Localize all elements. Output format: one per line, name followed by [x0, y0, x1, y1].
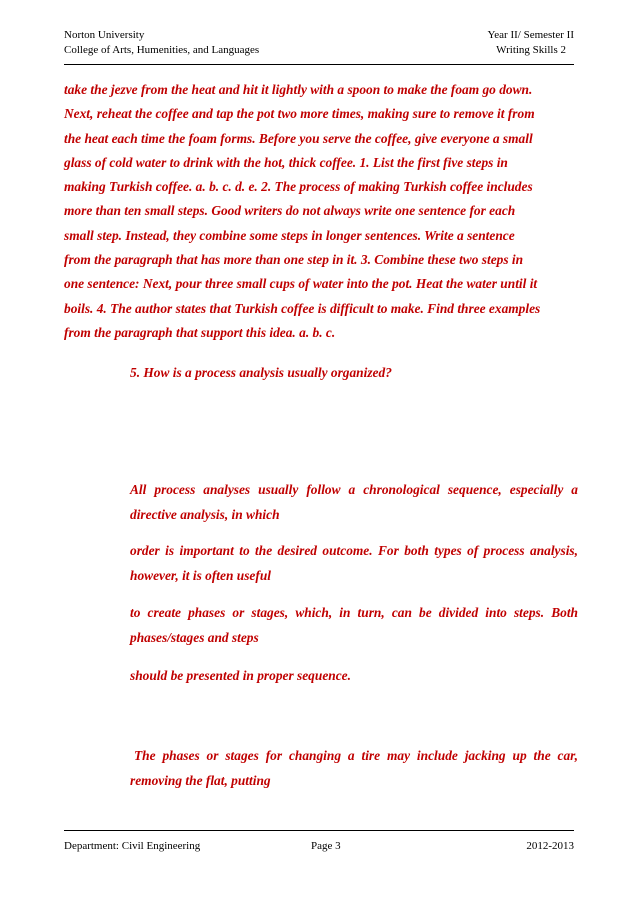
- answer-line: directive analysis, in which: [130, 507, 280, 522]
- answer-line: All process analyses usually follow a chronological sequence, especially a: [130, 482, 578, 497]
- answer-line: however, it is often useful: [130, 568, 271, 583]
- department-label: Department: Civil Engineering: [64, 840, 201, 852]
- course-name: Writing Skills 2: [496, 44, 566, 56]
- year-semester: Year II/ Semester II: [487, 29, 574, 41]
- page-header: [64, 28, 574, 65]
- academic-years: 2012-2013: [526, 840, 574, 852]
- answer-block: [130, 538, 578, 588]
- page-footer: [64, 830, 574, 853]
- university-name: Norton University: [64, 29, 145, 41]
- paragraph-line: small step. Instead, they combine some steps in longer sentences. Write a sentence: [64, 227, 515, 243]
- paragraph-line: Next, reheat the coffee and tap the pot two more times, making sure to remove it from: [64, 106, 535, 122]
- answer-line: to create phases or stages, which, in turn, can be divided into steps. Both: [130, 605, 578, 620]
- answer-line: should be presented in proper sequence.: [130, 668, 351, 683]
- page-number: Page 3: [311, 840, 341, 852]
- answer-line: phases/stages and steps: [130, 630, 259, 645]
- answer-line: order is important to the desired outcome. For both types of process analysis,: [130, 543, 578, 558]
- answer-line: The phases or stages for changing a tire may include jacking up the car,: [134, 748, 578, 763]
- question-5: 5. How is a process analysis usually organized?: [130, 365, 392, 380]
- paragraph-line: from the paragraph that has more than one step in it. 3. Combine these two steps in: [64, 252, 524, 268]
- answer-block: [130, 600, 578, 650]
- answer-line: removing the flat, putting: [130, 773, 271, 788]
- paragraph-line: making Turkish coffee. a. b. c. d. e. 2. The process of making Turkish coffee includes: [64, 179, 533, 195]
- header-right: [487, 28, 574, 58]
- body-paragraph: [64, 78, 578, 345]
- answer-block: [130, 663, 578, 688]
- college-name: College of Arts, Humenities, and Languages: [64, 44, 260, 56]
- answer-block: [130, 477, 578, 527]
- paragraph-line: more than ten small steps. Good writers do not always write one sentence for each: [64, 203, 516, 219]
- paragraph-line: glass of cold water to drink with the hot, thick coffee. 1. List the first five steps in: [64, 154, 508, 170]
- header-left: [64, 28, 259, 58]
- paragraph-line: the heat each time the foam forms. Before you serve the coffee, give everyone a small: [64, 130, 533, 146]
- paragraph-line: take the jezve from the heat and hit it lightly with a spoon to make the foam go down.: [64, 82, 533, 97]
- paragraph-line: from the paragraph that support this idea. a. b. c.: [64, 324, 336, 340]
- paragraph-line: one sentence: Next, pour three small cups of water into the pot. Heat the water until it: [64, 276, 538, 292]
- answer-block: [130, 743, 578, 793]
- paragraph-line: boils. 4. The author states that Turkish coffee is difficult to make. Find three examples: [64, 300, 541, 316]
